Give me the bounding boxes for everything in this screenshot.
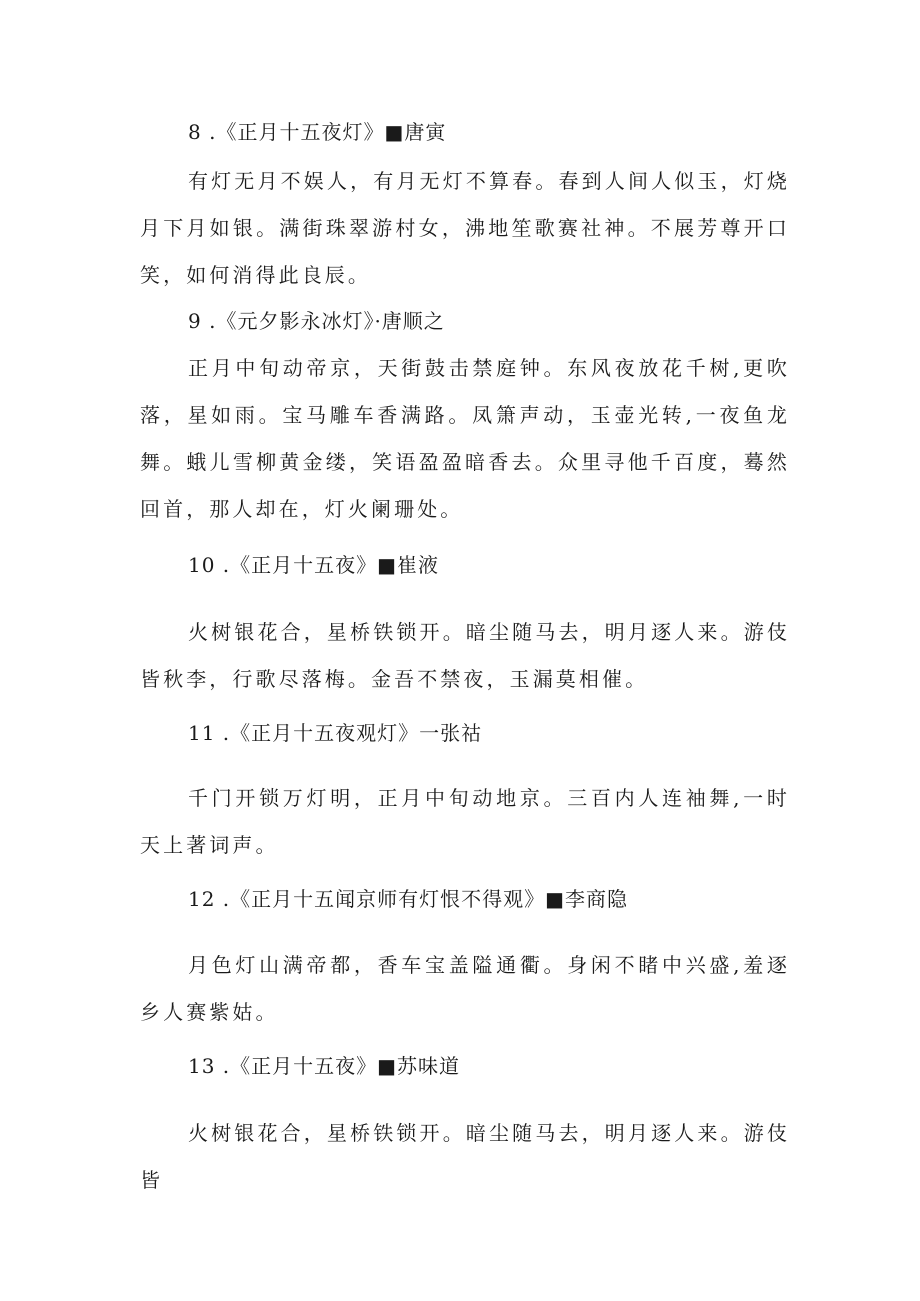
poem-title: 13 .《正月十五夜》■苏味道 (188, 1054, 461, 1078)
poem-title: 12 .《正月十五闻京师有灯恨不得观》■李商隐 (188, 887, 629, 911)
poem-title: 8 .《正月十五夜灯》■唐寅 (188, 120, 447, 144)
poem-body: 正月中旬动帝京，天街鼓击禁庭钟。东风夜放花千树,更吹落，星如雨。宝马雕车香满路。凤箫声动，玉壶光转,一夜鱼龙舞。蛾儿雪柳黄金缕，笑语盈盈暗香去。众里寻他千百度，蓦然回首，那人却在，灯火阑珊处。 (140, 356, 790, 521)
poem-title: 11 .《正月十五夜观灯》一张祜 (188, 721, 483, 745)
poem-body: 有灯无月不娱人，有月无灯不算春。春到人间人似玉，灯烧月下月如银。满街珠翠游村女，沸地笙歌赛社神。不展芳尊开口笑，如何消得此良辰。 (140, 169, 790, 287)
poem-body: 月色灯山满帝都，香车宝盖隘通衢。身闲不睹中兴盛,羞逐乡人赛紫姑。 (140, 953, 790, 1024)
poem-title: 9 .《元夕影永冰灯》·唐顺之 (188, 309, 445, 333)
poem-title: 10 .《正月十五夜》■崔液 (188, 553, 440, 577)
poem-body: 千门开锁万灯明，正月中旬动地京。三百内人连袖舞,一时天上著词声。 (140, 786, 790, 857)
poem-body: 火树银花合，星桥铁锁开。暗尘随马去，明月逐人来。游伎皆 (140, 1121, 790, 1192)
poem-body: 火树银花合，星桥铁锁开。暗尘随马去，明月逐人来。游伎皆秋李，行歌尽落梅。金吾不禁夜，玉漏莫相催。 (140, 620, 790, 691)
